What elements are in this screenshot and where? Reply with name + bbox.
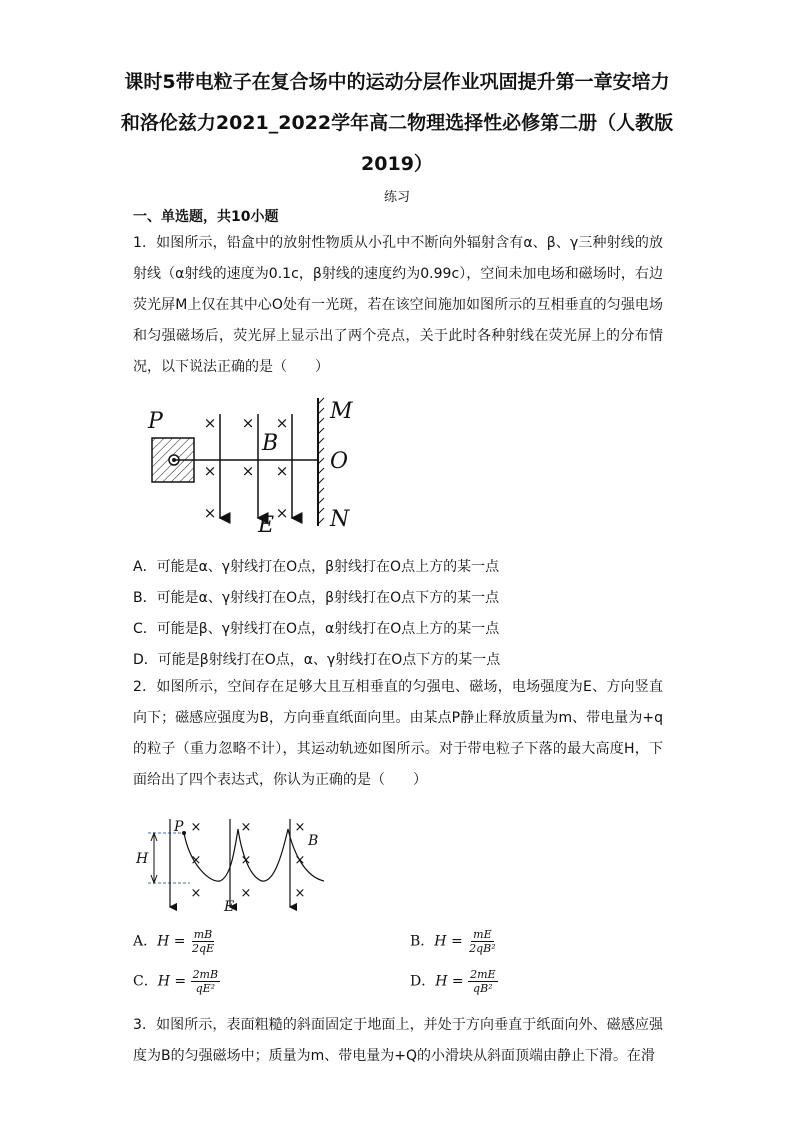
b-field-cross: × [240, 853, 252, 868]
label-n: N [330, 507, 350, 532]
label-m: M [330, 399, 353, 424]
b-field-cross: × [190, 886, 202, 901]
question-3-text: 3．如图所示，表面粗糙的斜面固定于地面上，并处于方向垂直于纸面向外、磁感应强度为B的匀强磁场中；质量为m、带电量为+Q的小滑块从斜面顶端由静止下滑。在滑 [133, 1017, 663, 1064]
question-2-option-a: A．H = $\frac{mB}{2qE}$ [133, 928, 215, 955]
b-field-cross: × [203, 414, 217, 432]
b-field-cross: × [241, 414, 255, 432]
b-field-cross: × [241, 462, 255, 480]
document-title: 课时5带电粒子在复合场中的运动分层作业巩固提升第一章安培力和洛伦兹力2021_2022学年高二物理选择性必修第二册（人教版2019） [120, 71, 674, 175]
label-b: B [262, 431, 279, 456]
question-2-option-d: D．H = $\frac{2mE}{\text{qB²}}$ [410, 968, 496, 995]
b-field-cross: × [294, 886, 306, 901]
question-2-option-c: C．H = $\frac{2mB}{\text{qE²}}$ [133, 968, 219, 995]
b-field-cross: × [240, 820, 252, 835]
question-2-text: 2．如图所示，空间存在足够大且互相垂直的匀强电、磁场，电场强度为E、方向竖直向下；磁感应强度为B，方向垂直纸面向里。由某点P静止释放质量为m、带电量为+q的粒子（重力忽略不计），其运动轨迹如图所示。对于带电粒子下落的最大高度H，下面给出了四个表达式，你认为正确的是（ ） [133, 679, 663, 788]
b-field-cross: × [275, 504, 289, 522]
b-field-cross: × [190, 820, 202, 835]
label-o: O [330, 449, 349, 474]
label-p: P [148, 409, 163, 434]
document-subtitle: 练习 [383, 190, 410, 205]
b-field-cross: × [240, 886, 252, 901]
question-1-figure [140, 394, 370, 534]
label-e: E [258, 513, 275, 534]
label-h: H [136, 851, 149, 867]
b-field-cross: × [294, 853, 306, 868]
b-field-cross: × [203, 504, 217, 522]
question-1-option-a: A．可能是α、γ射线打在O点，β射线打在O点上方的某一点 [133, 559, 500, 575]
b-field-cross: × [190, 853, 202, 868]
b-field-cross: × [275, 462, 289, 480]
b-field-cross: × [294, 820, 306, 835]
question-1-option-b: B．可能是α、γ射线打在O点，β射线打在O点下方的某一点 [133, 590, 500, 606]
question-1-option-d: D．可能是β射线打在O点，α、γ射线打在O点下方的某一点 [133, 652, 501, 668]
label-b: B [308, 833, 319, 849]
section-heading: 一、单选题，共10小题 [133, 209, 279, 225]
question-1-option-c: C．可能是β、γ射线打在O点，α射线打在O点上方的某一点 [133, 621, 500, 637]
b-field-cross: × [275, 414, 289, 432]
question-1-text: 1．如图所示，铅盒中的放射性物质从小孔中不断向外辐射含有α、β、γ三种射线的放射线（α射线的速度为0.1c，β射线的速度约为0.99c），空间未加电场和磁场时，右边荧光屏M上仅在其中心O处有一光斑，若在该空间施加如图所示的互相垂直的匀强电场和匀强磁场后，荧光屏上显示出了两个亮点，关于此时各种射线在荧光屏上的分布情况，以下说法正确的是（ ） [133, 235, 663, 375]
b-field-cross: × [203, 462, 217, 480]
question-2-option-b: B．H = $\frac{mE}{\text{2qB²}}$ [410, 928, 496, 955]
question-2-figure [134, 815, 334, 915]
label-e: E [224, 899, 235, 915]
label-p: P [174, 819, 184, 835]
